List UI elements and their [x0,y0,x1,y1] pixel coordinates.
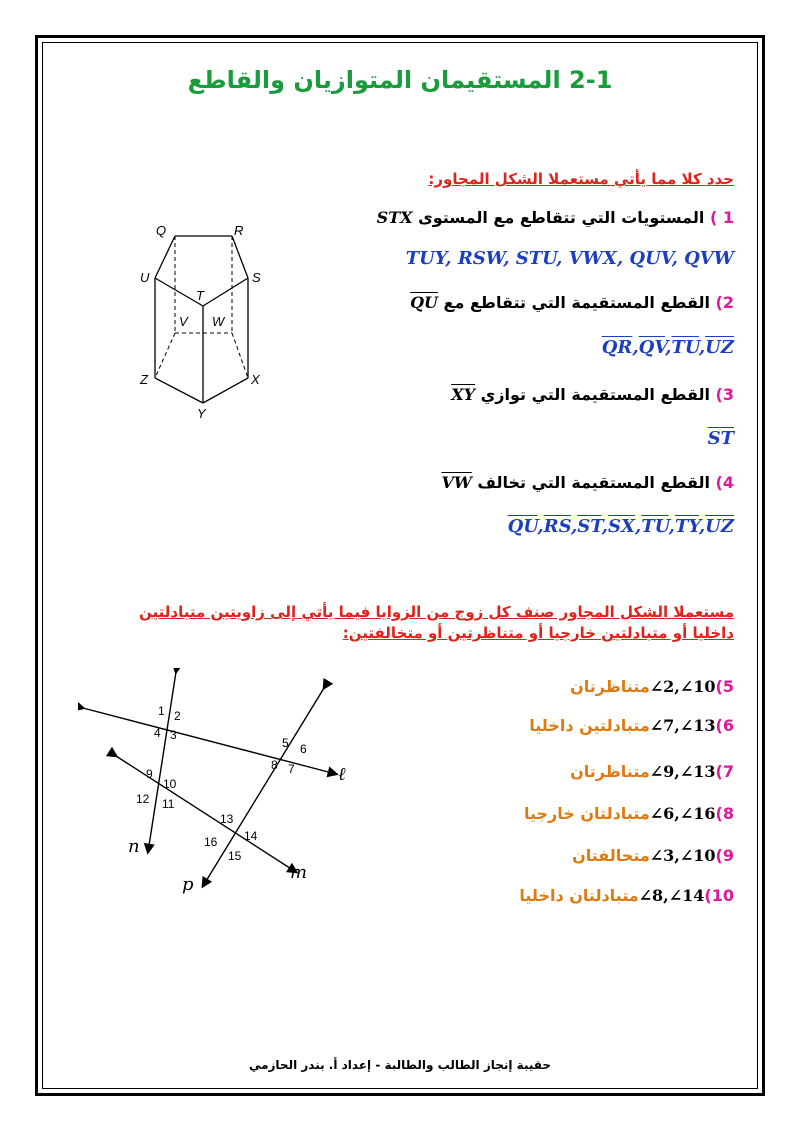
segment: $\overline{RS}$ [543,516,571,537]
answer-4: $\overline{QU},\overline{RS},\overline{ST},\overline{SX},\overline{TU},\overline{TY},\overline{UZ}$ [507,516,734,537]
angle-label: 1 [158,704,165,718]
item-number: 7) [715,762,734,781]
vertex-label: X [251,372,260,387]
question-1 [377,208,734,227]
page-title: 2-1 المستقيمان المتوازيان والقاطع [187,66,613,94]
angle-classification: متبادلتين داخليا [529,716,650,735]
angle-label: 11 [162,797,175,811]
angle-label: 5 [282,736,289,750]
angle-label: 13 [220,812,234,826]
question-text: المستويات التي تتقاطع مع المستوى [418,208,705,227]
angle-classification: متناظرتان [570,762,650,781]
question-number: 1 ) [709,208,734,227]
segment: $\overline{TU}$ [671,337,699,358]
angle-pair: ∠6,∠16 [649,804,716,823]
line-label: p [182,874,194,895]
line-label: n [128,836,140,857]
question-3 [451,385,734,404]
question-2 [410,293,734,312]
angle-pair: ∠8,∠14 [638,886,705,905]
vertex-label: Z [140,372,148,387]
angle-label: 8 [271,758,278,772]
question-4 [441,473,734,492]
line-label: m [290,862,308,883]
item-number: 6) [715,716,734,735]
answer-3 [708,428,734,449]
segment: $\overline{QV}$ [638,337,666,358]
vertex-label: U [140,270,150,285]
angle-classification: متحالفتان [572,846,650,865]
answer-1: TUY, RSW, STU, VWX, QUV, QVW [405,248,734,269]
angle-label: 14 [244,829,258,843]
angle-classification: متبادلتان داخليا [519,886,639,905]
question-text: القطع المستقيمة التي توازي [480,385,710,404]
segment: $\overline{TU}$ [641,516,669,537]
vertex-label: T [196,288,204,303]
segment: $\overline{ST}$ [577,516,602,537]
angle-item-9 [572,846,734,865]
transversals-figure [78,668,348,898]
section2-heading-line2: داخليا أو متبادلتين خارجيا أو متناظرتين أو متخالفتين: [342,624,734,642]
angle-label: 2 [174,709,181,723]
angle-item-5 [570,677,734,696]
angle-classification: متبادلتان خارجيا [523,804,650,823]
prism-figure [130,218,270,428]
page-footer: حقيبة إنجاز الطالب والطالبة - إعداد أ. بندر الحازمي [248,1058,552,1072]
segment: $\overline{ST}$ [707,428,734,449]
item-number: 8) [715,804,734,823]
question-ref: $\overline{QU}$ [410,293,438,312]
vertex-label: W [212,314,225,329]
question-ref: $\overline{XY}$ [451,385,476,404]
angle-item-8 [524,804,734,823]
segment: $\overline{QU}$ [507,516,538,537]
angle-pair: ∠2,∠10 [649,677,716,696]
angle-label: 12 [136,792,150,806]
vertex-label: R [234,223,244,238]
angle-label: 16 [204,835,218,849]
question-text: القطع المستقيمة التي تتقاطع مع [443,293,710,312]
item-number: 5) [715,677,734,696]
vertex-label: Y [197,406,206,421]
question-text: القطع المستقيمة التي تخالف [477,473,710,492]
page-border-inner [42,42,758,1089]
angle-item-7 [570,762,734,781]
angle-pair: ∠7,∠13 [649,716,716,735]
angle-pair: ∠9,∠13 [649,762,716,781]
segment: $\overline{SX}$ [607,516,635,537]
question-ref: $\overline{VW}$ [441,473,472,492]
angle-label: 10 [163,777,177,791]
angle-classification: متناظرتان [570,677,650,696]
angle-label: 9 [146,767,153,781]
angle-item-6 [529,716,734,735]
question-ref: STX [376,208,413,227]
question-number: 2) [715,293,734,312]
section1-heading: حدد كلا مما يأتي مستعملا الشكل المجاور: [428,170,734,188]
angle-label: 3 [170,728,177,742]
angle-pair: ∠3,∠10 [649,846,716,865]
vertex-label: V [179,314,188,329]
segment: $\overline{UZ}$ [705,337,734,358]
angle-label: 6 [300,742,307,756]
item-number: 10) [704,886,734,905]
angle-label: 4 [154,726,161,740]
question-number: 3) [715,385,734,404]
angle-item-10 [519,886,734,905]
angle-label: 7 [288,762,295,776]
item-number: 9) [715,846,734,865]
segment: $\overline{TY}$ [674,516,699,537]
line-label: ℓ [338,764,346,785]
segment: $\overline{QR}$ [601,337,633,358]
question-number: 4) [715,473,734,492]
angle-label: 15 [228,849,242,863]
vertex-label: S [252,270,261,285]
answer-2: $\overline{QR},\overline{QV},\overline{TU},\overline{UZ}$ [601,337,734,358]
vertex-label: Q [156,223,167,238]
section2-heading-line1: مستعملا الشكل المجاور صنف كل زوج من الزوايا فيما يأتي إلى زاويتين متبادلتين [139,603,734,621]
segment: $\overline{UZ}$ [705,516,734,537]
